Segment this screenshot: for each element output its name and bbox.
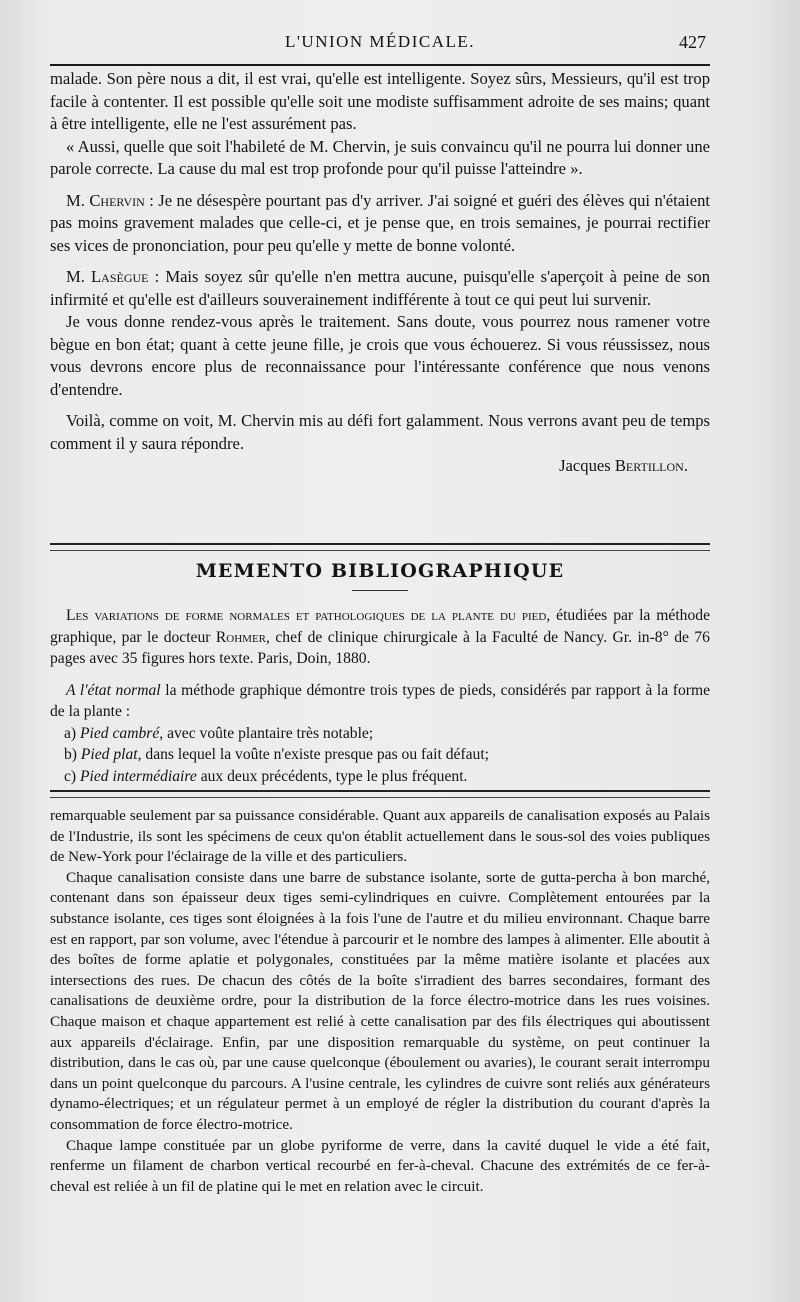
book-desc: , chef de clinique chirurgicale à la Faculté de Nancy. Gr. in-8° de 76 pages avec 35 figures hors texte. Paris, Doin, 1880. xyxy=(50,628,710,667)
item-marker: b) xyxy=(64,746,81,763)
book-intro xyxy=(50,680,710,723)
item-marker: c) xyxy=(64,767,81,785)
memento-title: MEMENTO BIBLIOGRAPHIQUE xyxy=(195,560,565,582)
intro-italic: A l'état normal xyxy=(66,681,161,699)
lasegue-reply xyxy=(50,266,710,311)
running-title: L'UNION MÉDICALE. xyxy=(284,32,476,51)
book-reference xyxy=(50,605,710,670)
letter-paragraph: « Aussi, quelle que soit l'habileté de M. Chervin, je suis convaincu qu'il ne pourra lui donner une parole correcte. La cause du mal est trop profonde pour qu'il puisse l'atteindre ». xyxy=(50,136,710,178)
speaker-name: Lasègue xyxy=(91,267,149,286)
item-term: Pied intermédiaire xyxy=(80,767,197,785)
letter-section xyxy=(50,68,710,478)
speaker-name: Chervin xyxy=(89,190,145,210)
title-underline xyxy=(352,590,408,591)
letter-paragraph: malade. Son père nous a dit, il est vrai, qu'elle est intelligente. Soyez sûrs, Messieurs, qu'il est trop facile à contenter. Il est possible qu'elle soit une modiste suffisamment adroite de ses mains; quant à être intelligente, elle ne l'est assurément pas. xyxy=(50,69,710,133)
item-desc: , dans lequel la voûte n'existe presque pas ou fait défaut; xyxy=(137,746,490,763)
list-item xyxy=(50,723,710,745)
lower-paragraph: Chaque lampe constituée par un globe pyriforme de verre, dans la cavité duquel le vide a été fait, renferme un filament de charbon vertical recourbé en fer-à-cheval. Chacune des extrémités de ce fer-à-cheval est reliée à un fil de platine qui le met en relation avec le circuit. xyxy=(50,1136,710,1195)
signature xyxy=(50,455,710,478)
lasegue-continuation: Je vous donne rendez-vous après le traitement. Sans doute, vous pourrez nous ramener votre bègue en bon état; quant à cette jeune fille, je crois que vous échouerez. Si vous réussissez, nous vous devrons encore plus de reconnaissance pour l'intéressante conférence que nous venons d'entendre. xyxy=(50,312,710,399)
header-rule xyxy=(50,64,710,66)
signature-last: Bertillon. xyxy=(614,456,688,475)
chervin-reply xyxy=(50,190,710,258)
item-term: Pied plat xyxy=(80,746,138,763)
bibliography-entry xyxy=(50,605,710,787)
lower-paragraph: Chaque canalisation consiste dans une barre de substance isolante, sorte de gutta-percha à bon marché, contenant dans son épaisseur deux tiges semi-cylindriques en cuivre. Complètement entourées par la substance isolante, ces tiges sont éloignées à la fois l'une de l'autre et du milieu environnant. Chaque barre est en rapport, par son volume, avec l'étendue à parcourir et le nombre des lampes à alimenter. Elle aboutit à des boîtes de forme aplatie et polygonales, constituées par la même matière isolante et placées aux intersections des rues. De chacun des côtés de la boîte s'irradient des barres secondaires, formant des canalisations de deuxième ordre, pour la distribution de la force électro-motrice dans les rues voisines. Chaque maison et chaque appartement est relié à cette canalisation par des fils électriques qui aboutissent aux appareils d'éclairage. Enfin, par une disposition remarquable du système, on peut continuer la distribution, dans le cas où, par une cause quelconque (éboulement ou avaries), le courant serait interrompu dans un point quelconque du parcours. A l'usine centrale, les cylindres de cuivre sont reliés aux générateurs dynamo-électriques; et un régulateur permet à un employé de régler la distribution du courant d'après la consommation de force électro-motrice. xyxy=(50,868,710,1133)
list-item xyxy=(50,766,710,788)
item-term: Pied cambré xyxy=(80,724,160,742)
book-author: Rohmer xyxy=(215,628,267,646)
speaker-text: : Mais soyez sûr qu'elle n'en mettra aucune, puisqu'elle s'aperçoit à peine de son infirmité et qu'elle est d'ailleurs souverainement indifférente à tout ce qui peut lui survenir. xyxy=(50,267,710,309)
speaker-prefix: M. xyxy=(66,267,92,286)
section-divider xyxy=(50,790,710,798)
section-divider xyxy=(50,543,710,551)
item-marker: a) xyxy=(64,724,81,742)
closing-paragraph: Voilà, comme on voit, M. Chervin mis au défi fort galamment. Nous verrons avant peu de temps comment il y saura répondre. xyxy=(50,411,710,453)
page-number: 427 xyxy=(679,32,706,52)
list-item xyxy=(50,744,710,766)
item-desc: , avec voûte plantaire très notable; xyxy=(159,724,374,742)
item-desc: aux deux précédents, type le plus fréquent. xyxy=(196,767,468,785)
book-title: Les variations de forme normales et pathologiques de la plante du pied, xyxy=(66,607,551,624)
speaker-prefix: M. xyxy=(66,190,90,210)
lower-paragraph: remarquable seulement par sa puissance considérable. Quant aux appareils de canalisation exposés au Palais de l'Industrie, ils sont les spécimens de ceux qu'on établit actuellement dans le sous-sol des voies publiques de New-York pour l'éclairage de la ville et des particuliers. xyxy=(50,807,710,866)
page-header xyxy=(50,30,710,56)
intro-text: la méthode graphique démontre trois types de pieds, considérés par rapport à la forme de la plante : xyxy=(50,681,710,720)
lower-section xyxy=(50,806,710,1197)
signature-first: Jacques xyxy=(559,456,615,475)
book-desc: étudiées par la méthode graphique, par le docteur xyxy=(50,607,710,646)
speaker-text: : Je ne désespère pourtant pas d'y arriver. J'ai soigné et guéri des élèves qui n'étaient pas moins gravement malades que celle-ci, et je pense que, en trois semaines, je pourrai rectifier ses vices de prononciation, pour peu qu'elle y mette de bonne volonté. xyxy=(50,190,710,255)
